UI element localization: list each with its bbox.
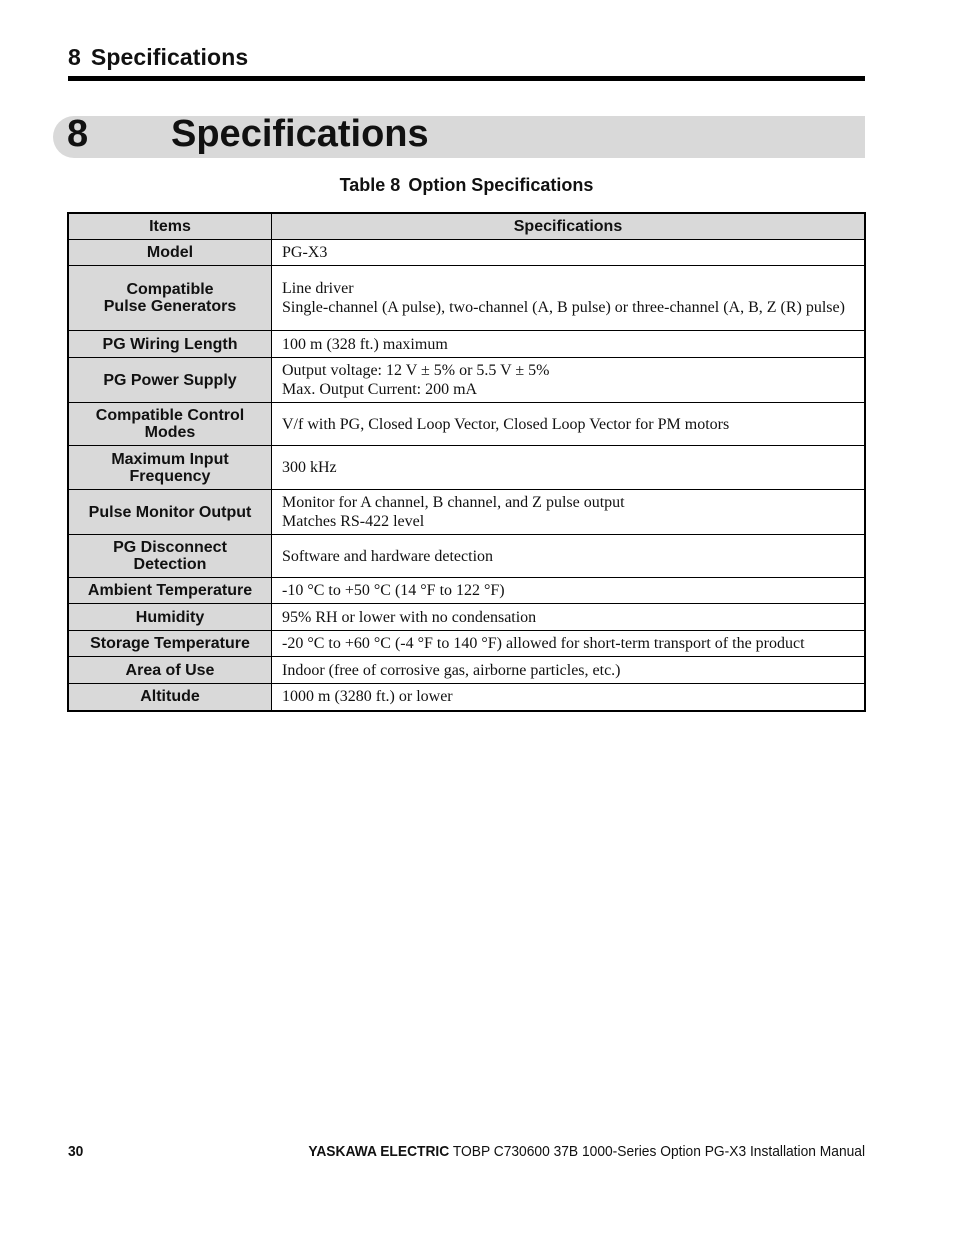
row-item-line: Area of Use <box>125 661 215 679</box>
row-specification <box>272 604 866 631</box>
running-header-number: 8 <box>68 44 81 70</box>
table-row <box>68 266 865 331</box>
row-item-line: Modes <box>144 424 196 441</box>
row-item-line: Detection <box>133 556 207 573</box>
row-item-label <box>68 631 272 657</box>
row-item-line: Ambient Temperature <box>87 582 253 599</box>
row-specification <box>272 240 866 266</box>
table-caption-title: Option Specifications <box>408 175 594 195</box>
row-specification-line: Monitor for A channel, B channel, and Z pulse output <box>282 494 625 511</box>
table-caption-number: Table 8 <box>339 175 401 195</box>
row-specification-line: Output voltage: 12 V ± 5% or 5.5 V ± 5% <box>282 362 550 379</box>
row-item-label <box>68 490 272 535</box>
row-specification-line: 1000 m (3280 ft.) or lower <box>282 688 453 706</box>
table-caption <box>68 175 865 196</box>
row-specification <box>272 657 866 684</box>
table-row <box>68 684 865 711</box>
table-row <box>68 358 865 403</box>
row-item-line: Frequency <box>129 467 211 485</box>
row-item-line: Storage Temperature <box>90 635 250 652</box>
row-specification <box>272 535 866 578</box>
table-row <box>68 578 865 604</box>
row-item-line: PG Disconnect <box>113 539 227 556</box>
table-row <box>68 490 865 535</box>
row-item-label <box>68 446 272 490</box>
row-specification-line: 95% RH or lower with no condensation <box>282 608 537 626</box>
table-row <box>68 331 865 358</box>
row-item-label <box>68 266 272 331</box>
row-specification <box>272 266 866 331</box>
row-item-label <box>68 578 272 604</box>
table-body <box>68 240 865 711</box>
table-row <box>68 604 865 631</box>
row-specification-line: 300 kHz <box>282 459 337 476</box>
row-specification <box>272 490 866 535</box>
row-item-label <box>68 657 272 684</box>
running-header <box>68 44 248 71</box>
row-specification <box>272 631 866 657</box>
row-specification-line: -20 °C to +60 °C (-4 °F to 140 °F) allowed for short-term transport of the product <box>282 635 805 652</box>
header-rule <box>68 76 865 81</box>
row-specification-line: Matches RS-422 level <box>282 513 425 530</box>
table-row <box>68 403 865 446</box>
row-item-line: PG Wiring Length <box>102 335 238 353</box>
row-item-line: Compatible Control <box>95 407 245 424</box>
footer-brand: YASKAWA ELECTRIC <box>308 1143 450 1160</box>
section-title: Specifications <box>171 113 429 155</box>
footer-manual-title <box>308 1143 865 1160</box>
row-item-line: PG Power Supply <box>103 371 237 389</box>
row-item-line: Compatible <box>126 281 214 298</box>
specifications-table <box>67 212 866 712</box>
row-item-line: Humidity <box>135 608 205 626</box>
table-header-row <box>68 213 865 240</box>
row-specification-line: V/f with PG, Closed Loop Vector, Closed Loop Vector for PM motors <box>282 415 730 433</box>
row-specification <box>272 331 866 358</box>
row-item-label <box>68 358 272 403</box>
row-item-line: Maximum Input <box>111 450 229 468</box>
running-header-title: Specifications <box>90 44 249 70</box>
row-item-label <box>68 684 272 711</box>
footer-title: TOBP C730600 37B 1000-Series Option PG-X3 Installation Manual <box>452 1143 865 1160</box>
table-row <box>68 631 865 657</box>
page-number: 30 <box>68 1143 84 1160</box>
row-specification <box>272 358 866 403</box>
column-header-specifications: Specifications <box>272 213 866 240</box>
table-row <box>68 535 865 578</box>
row-item-label <box>68 535 272 578</box>
row-item-line: Pulse Generators <box>103 298 237 315</box>
row-specification-line: Single-channel (A pulse), two-channel (A, B pulse) or three-channel (A, B, Z (R) pulse) <box>282 299 845 316</box>
row-item-line: Model <box>146 244 194 261</box>
row-specification <box>272 403 866 446</box>
row-item-line: Pulse Monitor Output <box>88 503 252 521</box>
table-row <box>68 446 865 490</box>
row-specification-line: -10 °C to +50 °C (14 °F to 122 °F) <box>282 582 505 599</box>
row-specification <box>272 446 866 490</box>
row-specification-line: Line driver <box>282 280 354 297</box>
row-specification-line: PG-X3 <box>282 244 328 261</box>
row-item-label <box>68 331 272 358</box>
row-specification-line: Indoor (free of corrosive gas, airborne particles, etc.) <box>282 661 621 679</box>
column-header-items: Items <box>68 213 272 240</box>
row-specification <box>272 684 866 711</box>
row-item-label <box>68 604 272 631</box>
row-specification <box>272 578 866 604</box>
table-row <box>68 657 865 684</box>
table-row <box>68 240 865 266</box>
row-specification-line: 100 m (328 ft.) maximum <box>282 335 448 353</box>
row-specification-line: Software and hardware detection <box>282 547 494 565</box>
row-specification-line: Max. Output Current: 200 mA <box>282 381 478 398</box>
row-item-label <box>68 403 272 446</box>
row-item-label <box>68 240 272 266</box>
section-number: 8 <box>67 113 89 155</box>
row-item-line: Altitude <box>140 688 200 706</box>
